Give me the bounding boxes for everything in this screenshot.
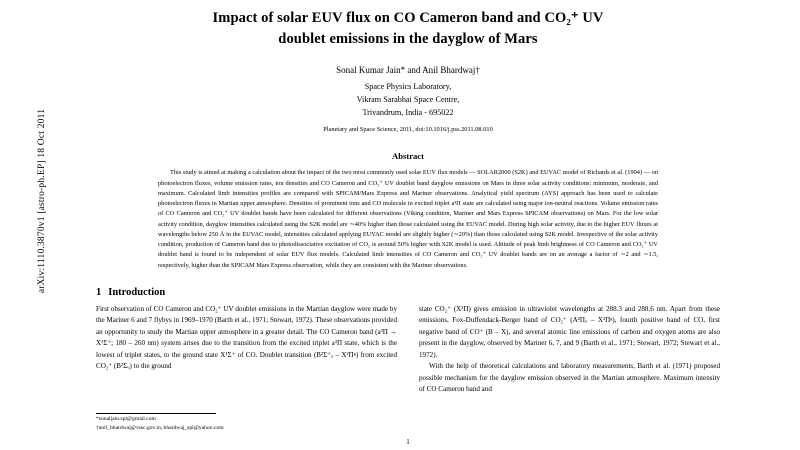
affiliation-block bbox=[96, 80, 720, 119]
journal-reference: Planetary and Space Science, 2011, doi:10.1016/j.pss.2011.08.010 bbox=[323, 126, 493, 134]
paper-content bbox=[96, 0, 720, 450]
author-list: Sonal Kumar Jain* and Anil Bhardwaj† bbox=[336, 65, 480, 76]
footnote-email-1: *sonaljain.spl@gmail.com bbox=[96, 416, 156, 423]
section-heading-introduction bbox=[96, 287, 720, 298]
section-title: Introduction bbox=[108, 287, 166, 298]
arxiv-identifier-stamp: arXiv:1110.3870v1 [astro-ph.EP] 18 Oct 2011 bbox=[37, 108, 47, 294]
section-number: 1 bbox=[96, 287, 102, 298]
two-column-body bbox=[96, 304, 720, 396]
column-right bbox=[419, 304, 720, 396]
page-number: 1 bbox=[406, 438, 410, 446]
abstract-text bbox=[158, 168, 658, 271]
footnote-block bbox=[96, 415, 426, 433]
title-line-1: Impact of solar EUV flux on CO Cameron band and CO₂⁺ UV bbox=[212, 10, 604, 26]
affiliation-line-2: Vikram Sarabhai Space Centre, bbox=[356, 95, 460, 105]
footnote-email-2: †anil_bhardwaj@vssc.gov.in, bhardwaj_spl@yahoo.com bbox=[96, 425, 224, 432]
affiliation-line-1: Space Physics Laboratory, bbox=[364, 81, 452, 91]
abstract-body: This study is aimed at making a calculation about the impact of the two most commonly used solar EUV flux models — SOLAR2000 (S2K) and EUVAC model of Richards et al. (1994) — on photoelectron fluxes, volume emission rates, ion densities and CO Cameron and CO₂⁺ UV doublet band dayglow emissions on Mars in three solar activity conditions: minimum, moderate, and maximum. Calculated limb intensities profiles are compared with SPICAM/Mars Express and Mariner observations. Analytical yield spectrum (AYS) approach has been used to calculate photoelectron fluxes in Martian upper atmosphere. Densities of prominent ions and CO molecule in excited triplet a³Π state are calculated using major ion-neutral reactions. Volume emission rates of CO Cameron and CO₂⁺ UV doublet bands have been calculated for different observations (Viking condition, Mariner and Mars Express SPICAM observations) on Mars. For the low solar activity condition, dayglow intensities calculated using the S2K model are ∼40% higher than those calculated using the EUVAC model. During high solar activity, due to the higher EUV fluxes at wavelengths below 250 Å in the EUVAC model, intensities calculated applying EUVAC model are slightly higher (∼20%) than those calculated using S2K model. Irrespective of the solar activity condition, production of Cameron band due to photodissociative excitation of CO₂ is around 50% higher with S2K model is used. Altitude of peak limb brightness of CO Cameron and CO₂⁺ UV doublet band is found to be independent of solar EUV flux models. Calculated limb intensities of CO Cameron and CO₂⁺ UV doublet bands are on an average a factor of ∼2 and ∼1.5, respectively, higher than the SPICAM Mars Express observation, while they are consistent with the Mariner observations. bbox=[158, 169, 658, 269]
footnote-divider bbox=[96, 413, 216, 414]
affiliation-line-3: Trivandrum, India - 695022 bbox=[362, 108, 454, 118]
page-title bbox=[96, 0, 720, 50]
paragraph: First observation of CO Cameron and CO₂⁺ UV doublet emissions in the Martian dayglow were made by the Mariner 6 and 7 flybys in 1969–1970 (Barth et al., 1971; Stewart, 1972). These observations provided an opportunity to study the Martian upper atmosphere in a greater detail. The CO Cameron band (a³Π → X¹Σ⁺; 180 – 260 nm) system arises due to the transition from the excited triplet a³Π state, which is the lowest of triplet states, to the ground state X¹Σ⁺ of CO. Doublet transition (B²Σ⁺ᵤ – X²Πᵍ) from excited CO₂⁺ (B²Σᵤ) to the ground bbox=[96, 305, 397, 371]
paragraph: With the help of theoretical calculations and laboratory measurements, Barth et al. (1971) proposed possible mechanism for the dayglow emission observed in the Martian atmosphere. Maximum intensity of CO Cameron band and bbox=[419, 362, 720, 394]
abstract-heading: Abstract bbox=[392, 151, 424, 162]
title-line-2: doublet emissions in the dayglow of Mars bbox=[278, 31, 538, 48]
paragraph: state CO₂⁺ (X²Π) gives emission in ultraviolet wavelengths at 288.3 and 288.6 nm. Apart from these emissions, Fox-Duffendack-Berger band of CO₂⁺ (A²Πᵤ – X²Πᵍ), fourth positive band of CO, first negative band of CO⁺ (B – X), and several atomic line emissions of carbon and oxygen atoms are also present in the dayglow, observed by Mariner 6, 7, and 9 (Barth et al., 1971; Stewart, 1972; Stewart et al., 1972). bbox=[419, 305, 720, 359]
column-left bbox=[96, 304, 397, 396]
